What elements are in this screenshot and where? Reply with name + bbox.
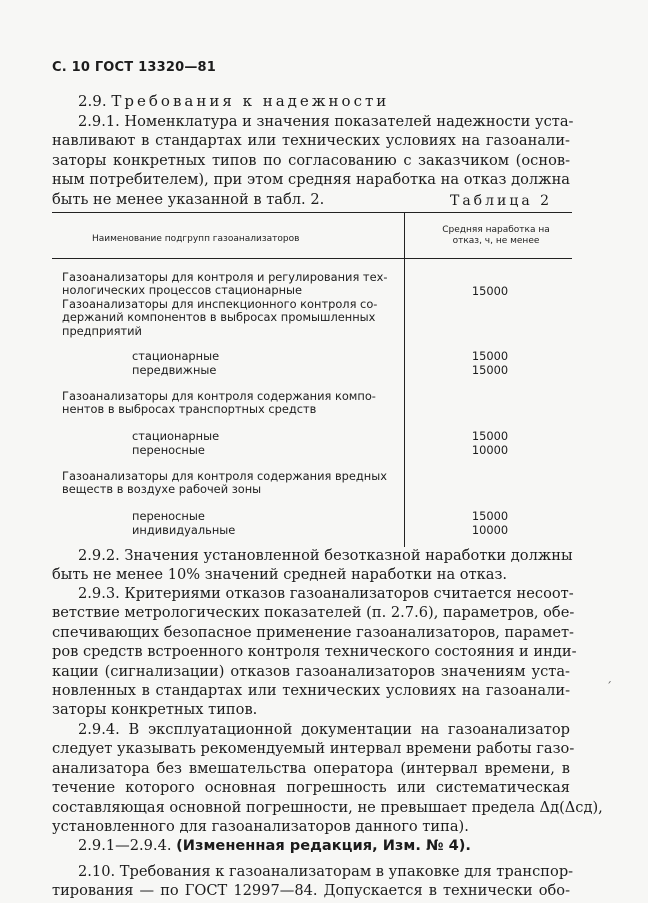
table-row-value: 15000 (471, 349, 509, 363)
text-line: 2.9.1. Номенклатура и значения показателей надежности уста- (78, 113, 574, 130)
paragraph-2-9-4 (52, 720, 603, 836)
text-line: заторы конкретных типов. (52, 701, 258, 719)
paragraph-2-9-2 (52, 546, 573, 585)
table-top-rule (52, 212, 572, 213)
table-row-name: переносные (132, 509, 205, 523)
section-number: 2.9. (78, 92, 107, 110)
table-row-value: 15000 (471, 429, 509, 443)
table-row-name: индивидуальные (132, 523, 236, 537)
text-line: спечивающих безопасное применение газоанализаторов, парамет- (52, 623, 574, 641)
table-row-name: Газоанализаторы для инспекционного контроля со- держаний компонентов в выбросах промышленных предприятий (62, 297, 378, 338)
text-line: ров средств встроенного контроля технического состояния и инди- (52, 643, 577, 661)
text-line: анализатора без вмешательства оператора (интервал времени, в (52, 759, 570, 777)
section-title-text: Требования к надежности (111, 92, 390, 110)
text-line: ным потребителем), при этом средняя наработка на отказ должна (52, 171, 570, 189)
table-row-name: Газоанализаторы для контроля и регулирования тех- нологических процессов стационарные (62, 270, 388, 298)
table-row-value: 10000 (471, 523, 509, 537)
table-caption: Таблица 2 (450, 193, 553, 209)
table-row-name: стационарные (132, 349, 220, 363)
table-header-rule (52, 258, 572, 259)
text-line: течение которого основная погрешность или систематическая (52, 779, 570, 797)
table-header-mtbf-line2: отказ, ч, не менее (452, 236, 540, 246)
text-line: быть не менее 10% значений средней наработки на отказ. (52, 566, 508, 584)
text-line: установленного для газоанализаторов данного типа). (52, 817, 469, 835)
text-line: следует указывать рекомендуемый интервал времени работы газо- (52, 740, 575, 758)
text-line: 2.9.2. Значения установленной безотказной наработки должны (78, 547, 573, 564)
text-line: быть не менее указанной в табл. 2. (52, 190, 325, 208)
table-column-divider (404, 212, 405, 547)
table-row-value: 15000 (471, 284, 509, 298)
table-row-name: Газоанализаторы для контроля содержания компо- нентов в выбросах транспортных средств (62, 389, 376, 417)
amendment-text: (Измененная редакция, Изм. № 4). (176, 837, 471, 854)
text-line: составляющая основной погрешности, не превышает предела Δд(Δсд), (52, 798, 603, 816)
text-line: 2.9.4. В эксплуатационной документации на газоанализатор (78, 721, 570, 738)
text-line: новленных в стандартах или технических условиях на газоанали- (52, 681, 570, 699)
amendment-range: 2.9.1—2.9.4. (78, 837, 172, 854)
section-title (78, 92, 389, 110)
table-header-subgroup: Наименование подгрупп газоанализаторов (92, 234, 300, 244)
paragraph-2-10 (52, 862, 574, 901)
table-row-value: 15000 (471, 509, 509, 523)
table-row-value: 10000 (471, 443, 509, 457)
paragraph-2-9-3 (52, 584, 577, 720)
table-row-name: Газоанализаторы для контроля содержания вредных веществ в воздухе рабочей зоны (62, 469, 387, 497)
table-row-value: 15000 (471, 363, 509, 377)
table-row-name: переносные (132, 443, 205, 457)
text-line: 2.9.3. Критериями отказов газоанализаторов считается несоот- (78, 585, 574, 602)
table-header-mtbf (422, 225, 570, 247)
table-row-name: передвижные (132, 363, 217, 377)
text-line: ветствие метрологических показателей (п. 2.7.6), параметров, обе- (52, 604, 575, 622)
text-line: кации (сигнализации) отказов газоанализаторов значениям уста- (52, 662, 570, 680)
text-line: 2.10. Требования к газоанализаторам в упаковке для транспор- (78, 863, 574, 880)
reliability-table (52, 212, 572, 547)
text-line: заторы конкретных типов по согласованию с заказчиком (основ- (52, 151, 570, 169)
text-line: навливают в стандартах или технических условиях на газоанали- (52, 132, 570, 150)
text-line: тирования — по ГОСТ 12997—84. Допускается в технически обо- (52, 882, 570, 900)
table-header-mtbf-line1: Средняя наработка на (442, 225, 550, 235)
table-row-name: стационарные (132, 429, 220, 443)
page-header: С. 10 ГОСТ 13320—81 (52, 60, 217, 75)
amendment-note (78, 836, 596, 855)
pen-mark: ´ (606, 680, 612, 694)
